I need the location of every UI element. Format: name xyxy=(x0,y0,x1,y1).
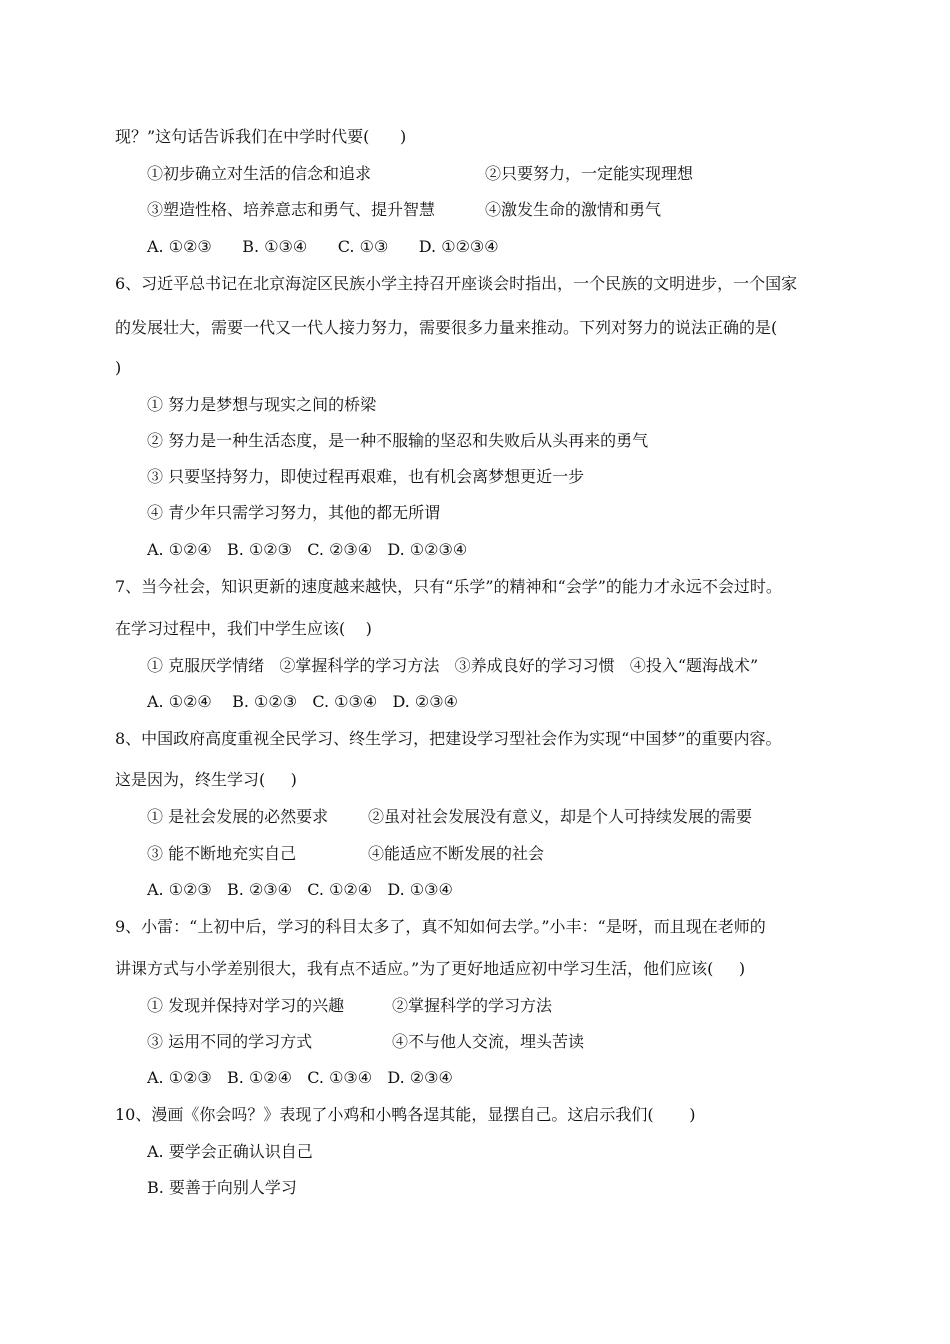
q7-stem-line-2: 在学习过程中，我们中学生应该( ) xyxy=(115,619,372,638)
q9-option-2: ②掌握科学的学习方法 xyxy=(392,996,553,1015)
q5-stem: 现？”这句话告诉我们在中学时代要( ) xyxy=(115,127,407,146)
q8-option-1: ① 是社会发展的必然要求 xyxy=(147,807,329,826)
q8-option-3: ③ 能不断地充实自己 xyxy=(147,844,297,863)
q5-option-2: ②只要努力，一定能实现理想 xyxy=(485,164,694,183)
q10-stem: 10、漫画《你会吗？》表现了小鸡和小鸭各逞其能，显摆自己。这启示我们( ) xyxy=(115,1105,696,1124)
q7-options: ① 克服厌学情绪 ②掌握科学的学习方法 ③养成良好的学习习惯 ④投入“题海战术” xyxy=(147,656,759,675)
q6-answers: A. ①②④ B. ①②③ C. ②③④ D. ①②③④ xyxy=(147,540,468,559)
q9-option-4: ④不与他人交流，埋头苦读 xyxy=(392,1032,585,1051)
q8-answers: A. ①②③ B. ②③④ C. ①②④ D. ①③④ xyxy=(147,880,453,899)
q8-option-4: ④能适应不断发展的社会 xyxy=(368,844,545,863)
q6-option-2: ② 努力是一种生活态度，是一种不服输的坚忍和失败后从头再来的勇气 xyxy=(147,431,649,450)
q6-stem-line-2: 的发展壮大，需要一代又一代人接力努力，需要很多力量来推动。下列对努力的说法正确的是( xyxy=(115,318,778,337)
q6-option-3: ③ 只要坚持努力，即使过程再艰难，也有机会离梦想更近一步 xyxy=(147,467,585,486)
q6-stem-line-1: 6、习近平总书记在北京海淀区民族小学主持召开座谈会时指出，一个民族的文明进步，一个国家 xyxy=(115,274,798,293)
q7-stem-line-1: 7、当今社会，知识更新的速度越来越快，只有“乐学”的精神和“会学”的能力才永远不会过时。 xyxy=(115,577,782,596)
q9-stem-line-1: 9、小雷：“上初中后，学习的科目太多了，真不知如何去学。”小丰：“是呀，而且现在老师的 xyxy=(115,917,766,936)
q5-option-4: ④激发生命的激情和勇气 xyxy=(485,200,662,219)
q9-option-1: ① 发现并保持对学习的兴趣 xyxy=(147,996,345,1015)
q6-option-4: ④ 青少年只需学习努力，其他的都无所谓 xyxy=(147,503,441,522)
q5-option-3: ③塑造性格、培养意志和勇气、提升智慧 xyxy=(147,200,436,219)
q8-option-2: ②虽对社会发展没有意义，却是个人可持续发展的需要 xyxy=(368,807,753,826)
q9-answers: A. ①②③ B. ①②④ C. ①③④ D. ②③④ xyxy=(147,1068,453,1087)
q6-option-1: ① 努力是梦想与现实之间的桥梁 xyxy=(147,395,377,414)
q10-option-a: A. 要学会正确认识自己 xyxy=(147,1142,313,1161)
q9-stem-line-2: 讲课方式与小学差别很大，我有点不适应。”为了更好地适应初中学习生活，他们应该( ) xyxy=(115,959,746,978)
q9-option-3: ③ 运用不同的学习方式 xyxy=(147,1032,313,1051)
q5-answers: A. ①②③ B. ①③④ C. ①③ D. ①②③④ xyxy=(147,237,499,256)
q7-answers: A. ①②④ B. ①②③ C. ①③④ D. ②③④ xyxy=(147,692,458,711)
q8-stem-line-2: 这是因为，终生学习( ) xyxy=(115,770,297,789)
q6-stem-line-3: ) xyxy=(115,358,122,377)
q10-option-b: B. 要善于向别人学习 xyxy=(147,1178,297,1197)
q8-stem-line-1: 8、中国政府高度重视全民学习、终生学习，把建设学习型社会作为实现“中国梦”的重要内容。 xyxy=(115,729,782,748)
q5-option-1: ①初步确立对生活的信念和追求 xyxy=(147,164,372,183)
